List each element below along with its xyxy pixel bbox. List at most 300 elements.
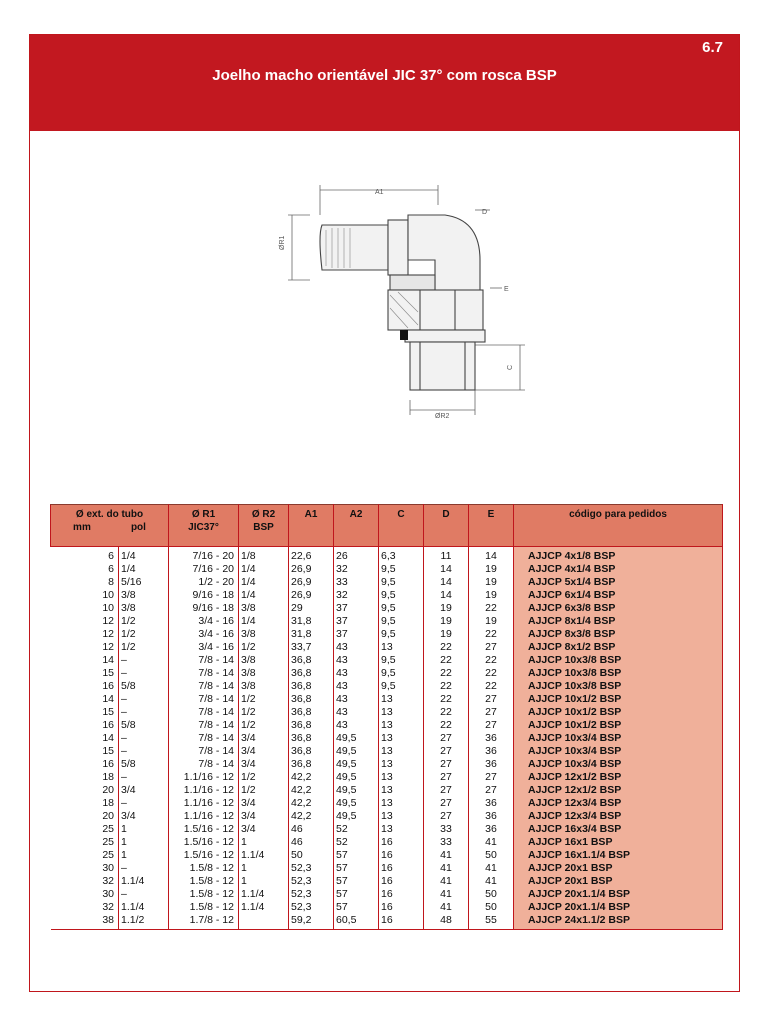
cell-r2: 1 bbox=[239, 862, 289, 875]
cell-r2: 1 bbox=[239, 836, 289, 849]
cell-a2: 37 bbox=[334, 602, 379, 615]
cell-r1: 7/8 - 14 bbox=[169, 732, 239, 745]
cell-c: 16 bbox=[379, 849, 424, 862]
cell-a1: 42,2 bbox=[289, 784, 334, 797]
label-r2: ØR2 bbox=[435, 413, 450, 420]
cell-pol: 1.1/4 bbox=[119, 875, 169, 888]
cell-e: 27 bbox=[469, 719, 514, 732]
cell-d: 27 bbox=[424, 771, 469, 784]
table-row bbox=[51, 589, 723, 602]
cell-pol: 5/8 bbox=[119, 719, 169, 732]
cell-d: 41 bbox=[424, 888, 469, 901]
cell-r1: 3/4 - 16 bbox=[169, 641, 239, 654]
cell-c: 13 bbox=[379, 745, 424, 758]
cell-mm: 6 bbox=[108, 550, 114, 562]
cell-d: 27 bbox=[424, 758, 469, 771]
header-tube: Ø ext. do tubo mm pol bbox=[51, 505, 169, 547]
table-row bbox=[51, 888, 723, 901]
cell-mm: 18 bbox=[102, 771, 114, 783]
cell-mm: 10 bbox=[102, 589, 114, 601]
cell-c: 16 bbox=[379, 914, 424, 930]
table-row bbox=[51, 654, 723, 667]
cell-a1: 50 bbox=[289, 849, 334, 862]
cell-a1: 36,8 bbox=[289, 758, 334, 771]
label-c: C bbox=[507, 364, 514, 370]
table-row bbox=[51, 875, 723, 888]
cell-mm: 30 bbox=[102, 862, 114, 874]
cell-code: AJJCP 16x1 BSP bbox=[514, 836, 723, 849]
cell-d: 27 bbox=[424, 797, 469, 810]
o-ring-seal bbox=[400, 330, 408, 340]
cell-pol: 1/2 bbox=[119, 628, 169, 641]
table-row bbox=[51, 823, 723, 836]
cell-c: 9,5 bbox=[379, 589, 424, 602]
cell-r2: 1.1/4 bbox=[239, 849, 289, 862]
cell-code: AJJCP 10x1/2 BSP bbox=[514, 693, 723, 706]
cell-code: AJJCP 20x1.1/4 BSP bbox=[514, 901, 723, 914]
cell-a2: 26 bbox=[334, 547, 379, 564]
cell-a2: 43 bbox=[334, 667, 379, 680]
cell-d: 41 bbox=[424, 875, 469, 888]
table-header-row bbox=[51, 505, 723, 547]
cell-a2: 43 bbox=[334, 719, 379, 732]
cell-r1: 7/8 - 14 bbox=[169, 758, 239, 771]
cell-r2: 3/4 bbox=[239, 732, 289, 745]
table-row bbox=[51, 641, 723, 654]
cell-d: 19 bbox=[424, 628, 469, 641]
cell-c: 16 bbox=[379, 875, 424, 888]
cell-r1: 3/4 - 16 bbox=[169, 615, 239, 628]
cell-pol: – bbox=[119, 771, 169, 784]
cell-mm: 12 bbox=[102, 615, 114, 627]
cell-c: 13 bbox=[379, 797, 424, 810]
cell-e: 36 bbox=[469, 823, 514, 836]
cell-r1: 1.1/16 - 12 bbox=[169, 797, 239, 810]
header-banner bbox=[30, 35, 739, 131]
cell-e: 22 bbox=[469, 628, 514, 641]
cell-c: 16 bbox=[379, 888, 424, 901]
cell-code: AJJCP 10x3/8 BSP bbox=[514, 654, 723, 667]
cell-r2: 1/4 bbox=[239, 589, 289, 602]
table-row bbox=[51, 914, 723, 930]
cell-r2: 3/8 bbox=[239, 654, 289, 667]
cell-code: AJJCP 4x1/4 BSP bbox=[514, 563, 723, 576]
cell-a1: 42,2 bbox=[289, 810, 334, 823]
cell-mm: 8 bbox=[108, 576, 114, 588]
cell-a1: 36,8 bbox=[289, 693, 334, 706]
cell-a1: 33,7 bbox=[289, 641, 334, 654]
cell-a1: 36,8 bbox=[289, 732, 334, 745]
cell-pol: – bbox=[119, 693, 169, 706]
cell-r2: 3/4 bbox=[239, 797, 289, 810]
dimensions-table-wrapper bbox=[50, 504, 722, 930]
cell-code: AJJCP 10x3/4 BSP bbox=[514, 745, 723, 758]
cell-r1: 7/16 - 20 bbox=[169, 563, 239, 576]
cell-mm: 10 bbox=[102, 602, 114, 614]
cell-c: 9,5 bbox=[379, 628, 424, 641]
table-row bbox=[51, 667, 723, 680]
cell-a1: 31,8 bbox=[289, 628, 334, 641]
cell-pol: 3/4 bbox=[119, 810, 169, 823]
cell-mm: 16 bbox=[102, 719, 114, 731]
cell-c: 9,5 bbox=[379, 576, 424, 589]
cell-pol: 1/4 bbox=[119, 563, 169, 576]
cell-code: AJJCP 12x1/2 BSP bbox=[514, 784, 723, 797]
cell-a2: 37 bbox=[334, 615, 379, 628]
page-title: Joelho macho orientável JIC 37° com rosca BSP bbox=[212, 67, 557, 84]
cell-a2: 43 bbox=[334, 706, 379, 719]
cell-c: 6,3 bbox=[379, 547, 424, 564]
cell-a2: 52 bbox=[334, 823, 379, 836]
cell-a2: 32 bbox=[334, 563, 379, 576]
cell-e: 22 bbox=[469, 602, 514, 615]
cell-d: 22 bbox=[424, 667, 469, 680]
cell-a2: 52 bbox=[334, 836, 379, 849]
cell-e: 27 bbox=[469, 771, 514, 784]
cell-a1: 52,3 bbox=[289, 901, 334, 914]
cell-d: 14 bbox=[424, 563, 469, 576]
cell-a1: 36,8 bbox=[289, 706, 334, 719]
cell-mm: 14 bbox=[102, 693, 114, 705]
cell-d: 41 bbox=[424, 901, 469, 914]
cell-a2: 32 bbox=[334, 589, 379, 602]
cell-a2: 57 bbox=[334, 849, 379, 862]
cell-d: 22 bbox=[424, 706, 469, 719]
cell-code: AJJCP 20x1 BSP bbox=[514, 862, 723, 875]
cell-pol: – bbox=[119, 862, 169, 875]
cell-d: 19 bbox=[424, 615, 469, 628]
cell-a1: 42,2 bbox=[289, 797, 334, 810]
cell-a1: 36,8 bbox=[289, 667, 334, 680]
cell-r2: 3/8 bbox=[239, 680, 289, 693]
table-row bbox=[51, 771, 723, 784]
cell-mm: 25 bbox=[102, 823, 114, 835]
cell-c: 13 bbox=[379, 706, 424, 719]
cell-c: 13 bbox=[379, 758, 424, 771]
cell-r2: 3/8 bbox=[239, 667, 289, 680]
cell-pol: 3/8 bbox=[119, 589, 169, 602]
cell-mm: 12 bbox=[102, 628, 114, 640]
cell-e: 36 bbox=[469, 758, 514, 771]
cell-d: 14 bbox=[424, 589, 469, 602]
cell-r2: 1.1/4 bbox=[239, 888, 289, 901]
header-d: D bbox=[424, 505, 469, 547]
table-row bbox=[51, 810, 723, 823]
header-a1: A1 bbox=[289, 505, 334, 547]
cell-code: AJJCP 16x3/4 BSP bbox=[514, 823, 723, 836]
cell-code: AJJCP 12x1/2 BSP bbox=[514, 771, 723, 784]
cell-pol: 5/16 bbox=[119, 576, 169, 589]
cell-r1: 7/8 - 14 bbox=[169, 745, 239, 758]
cell-c: 9,5 bbox=[379, 602, 424, 615]
table-row bbox=[51, 576, 723, 589]
header-e: E bbox=[469, 505, 514, 547]
table-row bbox=[51, 680, 723, 693]
cell-mm: 32 bbox=[102, 875, 114, 887]
cell-code: AJJCP 10x1/2 BSP bbox=[514, 706, 723, 719]
cell-e: 41 bbox=[469, 836, 514, 849]
cell-a2: 37 bbox=[334, 628, 379, 641]
cell-pol: 1/4 bbox=[119, 547, 169, 564]
cell-c: 16 bbox=[379, 862, 424, 875]
label-a1: A1 bbox=[375, 189, 384, 196]
cell-d: 22 bbox=[424, 693, 469, 706]
cell-e: 14 bbox=[469, 547, 514, 564]
cell-pol: 1 bbox=[119, 823, 169, 836]
cell-a2: 57 bbox=[334, 901, 379, 914]
cell-mm: 25 bbox=[102, 836, 114, 848]
cell-a1: 52,3 bbox=[289, 875, 334, 888]
cell-a2: 49,5 bbox=[334, 758, 379, 771]
cell-a2: 43 bbox=[334, 693, 379, 706]
dimensions-table bbox=[50, 504, 723, 930]
cell-c: 13 bbox=[379, 784, 424, 797]
cell-a2: 43 bbox=[334, 680, 379, 693]
cell-code: AJJCP 10x3/8 BSP bbox=[514, 667, 723, 680]
cell-a1: 36,8 bbox=[289, 654, 334, 667]
cell-pol: 5/8 bbox=[119, 680, 169, 693]
cell-a1: 36,8 bbox=[289, 680, 334, 693]
cell-r1: 7/8 - 14 bbox=[169, 680, 239, 693]
cell-mm: 16 bbox=[102, 758, 114, 770]
cell-r1: 1/2 - 20 bbox=[169, 576, 239, 589]
cell-code: AJJCP 24x1.1/2 BSP bbox=[514, 914, 723, 930]
cell-a2: 43 bbox=[334, 641, 379, 654]
label-e: E bbox=[504, 286, 509, 293]
cell-code: AJJCP 16x1.1/4 BSP bbox=[514, 849, 723, 862]
cell-pol: – bbox=[119, 667, 169, 680]
cell-e: 27 bbox=[469, 784, 514, 797]
cell-r1: 7/8 - 14 bbox=[169, 706, 239, 719]
cell-code: AJJCP 20x1.1/4 BSP bbox=[514, 888, 723, 901]
cell-d: 48 bbox=[424, 914, 469, 930]
cell-r1: 7/8 - 14 bbox=[169, 693, 239, 706]
header-code: código para pedidos bbox=[514, 505, 723, 547]
cell-e: 41 bbox=[469, 875, 514, 888]
cell-r2: 3/4 bbox=[239, 758, 289, 771]
cell-r1: 1.5/8 - 12 bbox=[169, 888, 239, 901]
cell-a2: 49,5 bbox=[334, 784, 379, 797]
cell-d: 22 bbox=[424, 654, 469, 667]
cell-r2: 3/8 bbox=[239, 602, 289, 615]
cell-d: 27 bbox=[424, 784, 469, 797]
cell-e: 22 bbox=[469, 667, 514, 680]
cell-c: 13 bbox=[379, 732, 424, 745]
cell-pol: 3/8 bbox=[119, 602, 169, 615]
cell-mm: 14 bbox=[102, 732, 114, 744]
cell-e: 55 bbox=[469, 914, 514, 930]
table-row bbox=[51, 758, 723, 771]
cell-mm: 15 bbox=[102, 667, 114, 679]
cell-c: 13 bbox=[379, 641, 424, 654]
table-row bbox=[51, 706, 723, 719]
cell-r1: 9/16 - 18 bbox=[169, 602, 239, 615]
cell-code: AJJCP 12x3/4 BSP bbox=[514, 797, 723, 810]
cell-r2: 1/4 bbox=[239, 563, 289, 576]
table-body bbox=[51, 547, 723, 930]
cell-c: 13 bbox=[379, 693, 424, 706]
table-row bbox=[51, 563, 723, 576]
cell-c: 13 bbox=[379, 823, 424, 836]
cell-c: 13 bbox=[379, 719, 424, 732]
cell-pol: – bbox=[119, 706, 169, 719]
cell-mm: 18 bbox=[102, 797, 114, 809]
cell-e: 36 bbox=[469, 745, 514, 758]
cell-r1: 1.1/16 - 12 bbox=[169, 771, 239, 784]
cell-e: 22 bbox=[469, 654, 514, 667]
cell-e: 36 bbox=[469, 732, 514, 745]
cell-r2: 1/2 bbox=[239, 641, 289, 654]
cell-mm: 12 bbox=[102, 641, 114, 653]
cell-pol: 3/4 bbox=[119, 784, 169, 797]
cell-a2: 49,5 bbox=[334, 771, 379, 784]
cell-e: 19 bbox=[469, 615, 514, 628]
cell-code: AJJCP 10x3/8 BSP bbox=[514, 680, 723, 693]
cell-d: 22 bbox=[424, 680, 469, 693]
table-row bbox=[51, 784, 723, 797]
cell-c: 16 bbox=[379, 901, 424, 914]
table-row bbox=[51, 547, 723, 564]
cell-r1: 1.1/16 - 12 bbox=[169, 784, 239, 797]
header-r1: Ø R1 JIC37° bbox=[169, 505, 239, 547]
cell-a2: 49,5 bbox=[334, 810, 379, 823]
cell-pol: – bbox=[119, 797, 169, 810]
cell-a2: 33 bbox=[334, 576, 379, 589]
cell-c: 9,5 bbox=[379, 654, 424, 667]
cell-e: 36 bbox=[469, 797, 514, 810]
cell-pol: – bbox=[119, 888, 169, 901]
cell-mm: 20 bbox=[102, 784, 114, 796]
cell-pol: – bbox=[119, 745, 169, 758]
cell-r1: 7/8 - 14 bbox=[169, 719, 239, 732]
cell-r2: 3/4 bbox=[239, 745, 289, 758]
cell-e: 36 bbox=[469, 810, 514, 823]
cell-a1: 46 bbox=[289, 823, 334, 836]
table-row bbox=[51, 862, 723, 875]
table-row bbox=[51, 693, 723, 706]
cell-r1: 1.5/8 - 12 bbox=[169, 862, 239, 875]
cell-d: 33 bbox=[424, 836, 469, 849]
cell-code: AJJCP 8x1/4 BSP bbox=[514, 615, 723, 628]
table-row bbox=[51, 628, 723, 641]
cell-a1: 26,9 bbox=[289, 576, 334, 589]
table-row bbox=[51, 901, 723, 914]
cell-a1: 36,8 bbox=[289, 719, 334, 732]
cell-mm: 15 bbox=[102, 706, 114, 718]
cell-d: 14 bbox=[424, 576, 469, 589]
cell-a2: 57 bbox=[334, 862, 379, 875]
cell-c: 9,5 bbox=[379, 667, 424, 680]
cell-a1: 22,6 bbox=[289, 547, 334, 564]
cell-code: AJJCP 10x1/2 BSP bbox=[514, 719, 723, 732]
table-row bbox=[51, 745, 723, 758]
table-row bbox=[51, 615, 723, 628]
cell-r2: 1/2 bbox=[239, 693, 289, 706]
cell-a1: 52,3 bbox=[289, 888, 334, 901]
label-d: D bbox=[482, 209, 488, 216]
cell-code: AJJCP 5x1/4 BSP bbox=[514, 576, 723, 589]
cell-r1: 1.5/8 - 12 bbox=[169, 875, 239, 888]
cell-d: 19 bbox=[424, 602, 469, 615]
cell-r1: 1.5/16 - 12 bbox=[169, 823, 239, 836]
cell-a1: 31,8 bbox=[289, 615, 334, 628]
header-r2: Ø R2 BSP bbox=[239, 505, 289, 547]
cell-mm: 38 bbox=[51, 914, 119, 930]
cell-a2: 60,5 bbox=[334, 914, 379, 930]
cell-e: 19 bbox=[469, 576, 514, 589]
table-row bbox=[51, 836, 723, 849]
cell-e: 27 bbox=[469, 641, 514, 654]
cell-a1: 36,8 bbox=[289, 745, 334, 758]
cell-mm: 6 bbox=[108, 563, 114, 575]
cell-r2: 1/2 bbox=[239, 771, 289, 784]
cell-a1: 29 bbox=[289, 602, 334, 615]
header-a2: A2 bbox=[334, 505, 379, 547]
header-mm: mm bbox=[73, 522, 91, 533]
cell-mm: 32 bbox=[102, 901, 114, 913]
cell-c: 13 bbox=[379, 771, 424, 784]
cell-a2: 57 bbox=[334, 875, 379, 888]
cell-c: 9,5 bbox=[379, 615, 424, 628]
cell-r2: 1/2 bbox=[239, 719, 289, 732]
cell-r2: 1/8 bbox=[239, 547, 289, 564]
cell-code: AJJCP 12x3/4 BSP bbox=[514, 810, 723, 823]
cell-a1: 46 bbox=[289, 836, 334, 849]
cell-e: 22 bbox=[469, 680, 514, 693]
cell-e: 50 bbox=[469, 888, 514, 901]
cell-r2: 1.1/4 bbox=[239, 901, 289, 914]
cell-code: AJJCP 4x1/8 BSP bbox=[514, 547, 723, 564]
cell-r2: 1/4 bbox=[239, 615, 289, 628]
header-pol: pol bbox=[130, 522, 146, 533]
cell-r1: 1.5/16 - 12 bbox=[169, 849, 239, 862]
cell-pol: 5/8 bbox=[119, 758, 169, 771]
cell-code: AJJCP 6x3/8 BSP bbox=[514, 602, 723, 615]
cell-pol: 1/2 bbox=[119, 615, 169, 628]
cell-pol: 1 bbox=[119, 836, 169, 849]
table-row bbox=[51, 797, 723, 810]
header-c: C bbox=[379, 505, 424, 547]
cell-code: AJJCP 20x1 BSP bbox=[514, 875, 723, 888]
cell-code: AJJCP 10x3/4 BSP bbox=[514, 758, 723, 771]
cell-e: 50 bbox=[469, 849, 514, 862]
cell-code: AJJCP 10x3/4 BSP bbox=[514, 732, 723, 745]
table-row bbox=[51, 732, 723, 745]
cell-pol: – bbox=[119, 654, 169, 667]
cell-r2: 1/2 bbox=[239, 706, 289, 719]
cell-a2: 57 bbox=[334, 888, 379, 901]
cell-r1: 9/16 - 18 bbox=[169, 589, 239, 602]
cell-e: 27 bbox=[469, 693, 514, 706]
cell-r2: 1/4 bbox=[239, 576, 289, 589]
cell-r2: 3/8 bbox=[239, 628, 289, 641]
cell-pol: – bbox=[119, 732, 169, 745]
cell-a1: 26,9 bbox=[289, 589, 334, 602]
cell-r1: 1.5/8 - 12 bbox=[169, 901, 239, 914]
cell-a2: 43 bbox=[334, 654, 379, 667]
cell-c: 9,5 bbox=[379, 680, 424, 693]
table-row bbox=[51, 719, 723, 732]
cell-r1: 1.7/8 - 12 bbox=[169, 914, 239, 930]
cell-pol: 1.1/2 bbox=[119, 914, 169, 930]
cell-r1: 1.5/16 - 12 bbox=[169, 836, 239, 849]
cell-e: 19 bbox=[469, 563, 514, 576]
cell-d: 41 bbox=[424, 862, 469, 875]
cell-a1: 26,9 bbox=[289, 563, 334, 576]
cell-r1: 3/4 - 16 bbox=[169, 628, 239, 641]
cell-r2: 3/4 bbox=[239, 823, 289, 836]
table-row bbox=[51, 602, 723, 615]
